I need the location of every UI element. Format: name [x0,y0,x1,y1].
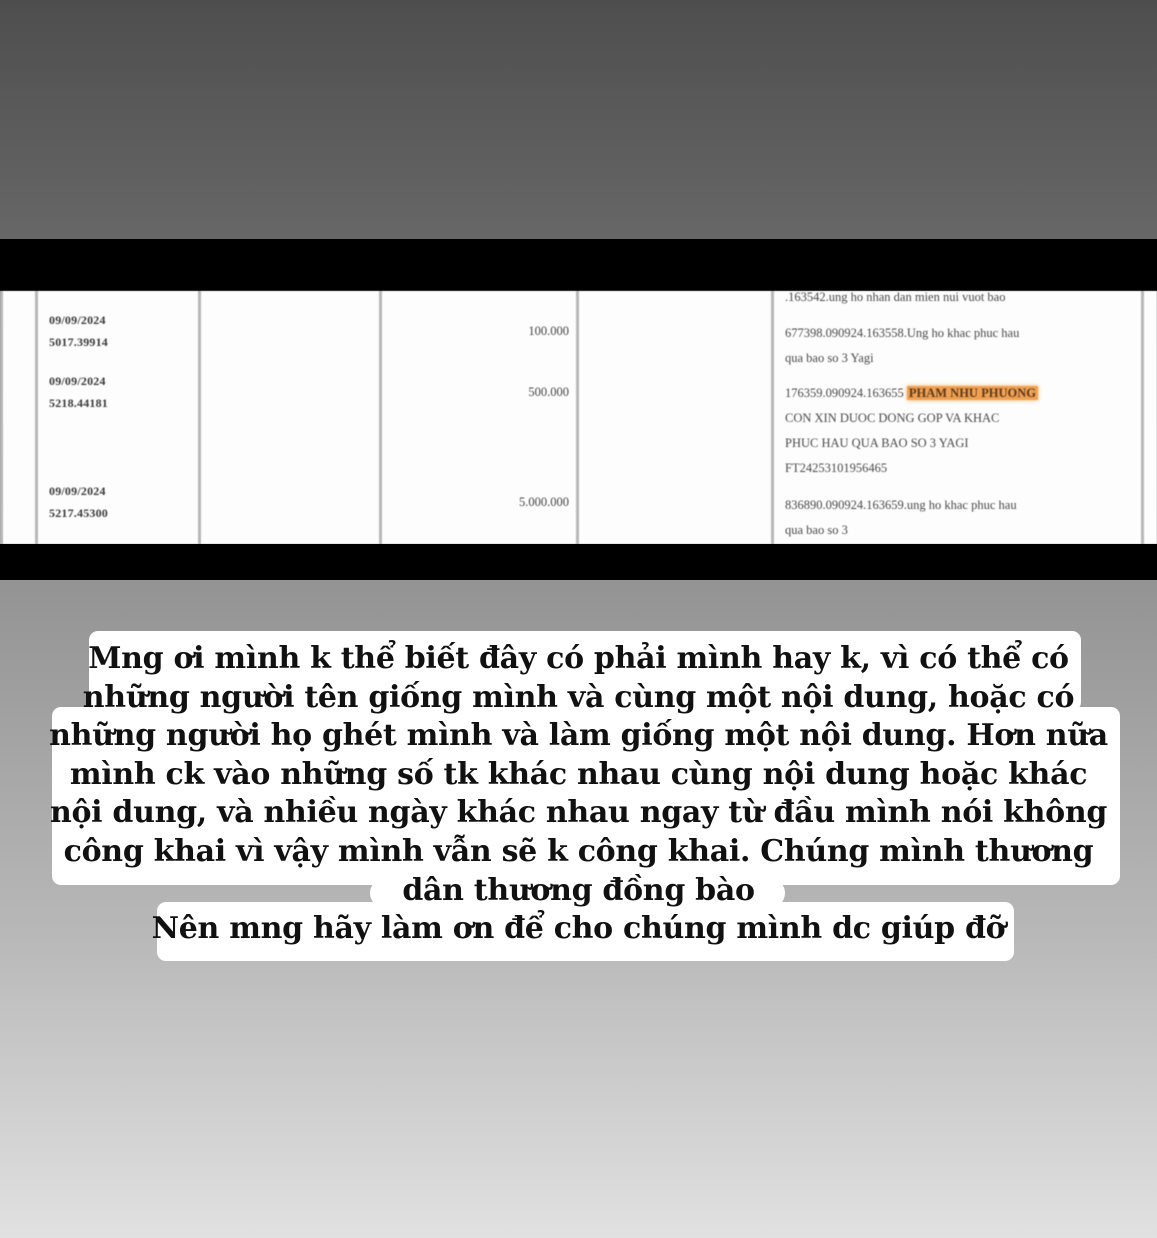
caption-line: công khai vì vậy mình vẫn sẽ k công khai. Chúng mình thương [63,833,1094,869]
caption-line: mình ck vào những số tk khác nhau cùng nội dung hoặc khác [69,756,1088,792]
top-gradient-background [0,0,1157,240]
transaction-description [785,493,1125,543]
transaction-amount: 5.000.000 [519,495,569,509]
caption-line: dân thương đồng bào [402,872,755,908]
description-line: 836890.090924.163659.ung ho khac phuc hau [785,498,1017,512]
caption-line: Nên mng hãy làm ơn để cho chúng mình dc giúp đỡ [151,911,1006,947]
transaction-ref: 5218.44181 [49,396,108,410]
transaction-description [785,381,1125,481]
transaction-amount: 500.000 [528,385,569,399]
table-column-divider [576,291,579,544]
transaction-ref: 5017.39914 [49,335,108,349]
table-border [1141,291,1144,544]
table-row-date [49,309,108,353]
transaction-date: 09/09/2024 [49,313,106,327]
table-column-divider [771,291,774,544]
description-line: qua bao so 3 Yagi [785,351,874,365]
transaction-date: 09/09/2024 [49,484,106,498]
caption-line: những người tên giống mình và cùng một nội dung, hoặc có [82,679,1075,715]
caption-text [0,640,1157,949]
table-column-divider [198,291,201,544]
caption-line: nội dung, và nhiều ngày khác nhau ngay từ đầu mình nói không [49,795,1108,831]
partial-description: .163542.ung ho nhan dan mien nui vuot bao [785,291,1006,304]
table-column-divider [379,291,382,544]
description-line [785,381,1125,406]
description-line: qua bao so 3 [785,523,848,537]
description-line: 677398.090924.163558.Ung ho khac phuc hau [785,326,1020,340]
letterbox-bar-bottom [0,544,1157,580]
highlighted-name: PHAM NHU PHUONG [908,386,1036,400]
table-row-date [49,480,108,524]
transaction-amount: 100.000 [528,324,569,338]
table-border [0,291,3,544]
description-prefix: 176359.090924.163655 [785,386,904,400]
table-column-divider [35,291,38,544]
caption-line: Mng ơi mình k thể biết đây có phải mình hay k, vì có thể có [88,641,1069,676]
transaction-date: 09/09/2024 [49,374,106,388]
caption-line: những người họ ghét mình và làm giống một nội dung. Hơn nữa [49,718,1108,754]
letterbox-bar-top [0,239,1157,291]
bank-statement-screenshot [0,291,1157,544]
transaction-description [785,321,1125,371]
description-line: PHUC HAU QUA BAO SO 3 YAGI [785,436,969,450]
description-line: CON XIN DUOC DONG GOP VA KHAC [785,411,1000,425]
table-row-date [49,370,108,414]
description-line: FT24253101956465 [785,461,888,475]
transaction-ref: 5217.45300 [49,506,108,520]
